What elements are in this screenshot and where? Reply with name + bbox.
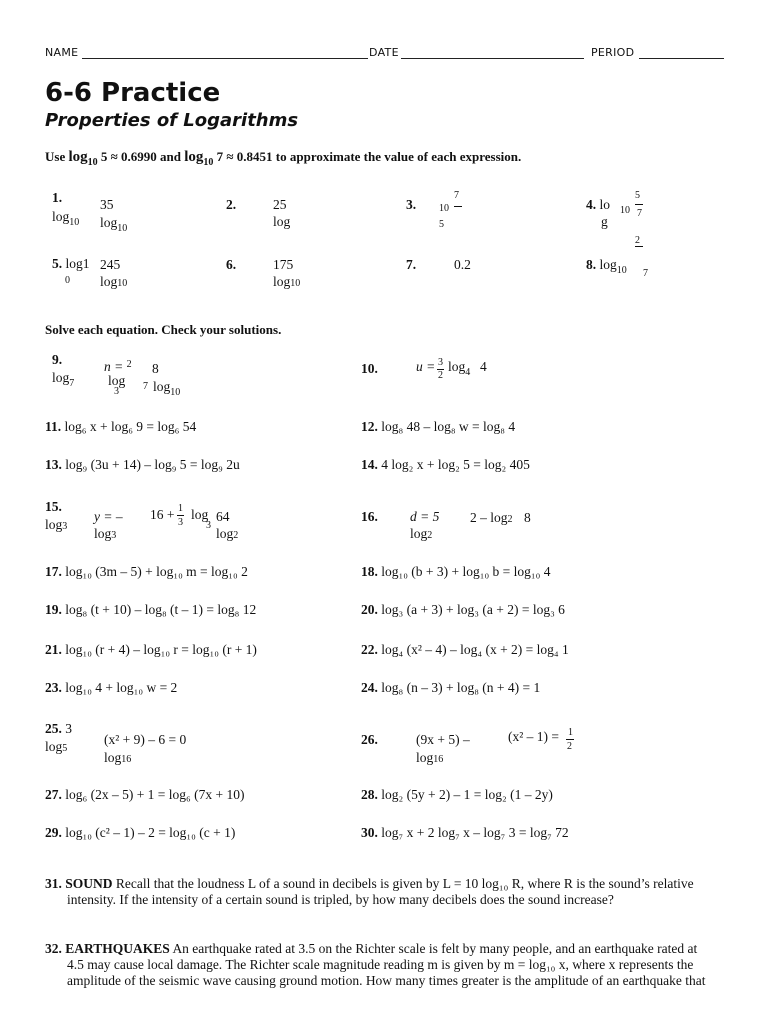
problem-14: 14. 4 log₂ x + log₂ 5 = log₂ 405 (361, 457, 530, 472)
problem-21: 21. log₁₀ (r + 4) – log₁₀ r = log₁₀ (r + 1) (45, 642, 257, 657)
problem-11: 11. log₆ x + log₆ 9 = log₆ 54 (45, 419, 197, 434)
problem-20: 20. log₃ (a + 3) + log₃ (a + 2) = log₃ 6 (361, 602, 565, 617)
problem-17: 17. log₁₀ (3m – 5) + log₁₀ m = log₁₀ 2 (45, 564, 248, 579)
page-title: 6-6 Practice (45, 78, 221, 108)
instruction-solve: Solve each equation. Check your solutions. (45, 322, 282, 337)
problem-29: 29. log₁₀ (c² – 1) – 2 = log₁₀ (c + 1) (45, 825, 236, 840)
problem-30: 30. log₇ x + 2 log₇ x – log₇ 3 = log₇ 72 (361, 825, 569, 840)
fraction-bar (454, 206, 462, 207)
period-label: PERIOD (591, 46, 635, 59)
page-subtitle: Properties of Logarithms (45, 110, 299, 131)
problem-24: 24. log₈ (n – 3) + log₈ (n + 4) = 1 (361, 680, 541, 695)
date-field[interactable] (401, 58, 584, 59)
fraction-bar (177, 515, 184, 516)
problem-23: 23. log₁₀ 4 + log₁₀ w = 2 (45, 680, 178, 695)
problem-12: 12. log₈ 48 – log₈ w = log₈ 4 (361, 419, 516, 434)
problem-31: 31. SOUND Recall that the loudness L of a sound in decibels is given by L = 10 log₁₀ R, where R is the sound’s relative intensity. If the intensity of a certain sound is tripled, by how many decibels does the sound increase? (45, 876, 694, 907)
name-label: NAME (45, 46, 79, 59)
instruction-approximate: Use $\log_{10} 5 \approx 0.6990$ and $\log_{10} 7 \approx 0.8451$ to approximate the value of each expression. (45, 149, 522, 168)
problem-22: 22. log₄ (x² – 4) – log₄ (x + 2) = log₄ 1 (361, 642, 569, 657)
period-field[interactable] (639, 58, 724, 59)
fraction-bar (566, 739, 574, 740)
date-label: DATE (369, 46, 399, 59)
name-field[interactable] (82, 58, 368, 59)
problem-32: 32. EARTHQUAKES An earthquake rated at 3.5 on the Richter scale is felt by many people, and an earthquake rated at 4.5 may cause local damage. The Richter scale magnitude reading m is given by m = log₁₀ x, where x represents the amplitude of the seismic wave causing ground motion. How many times greater is the amplitude of an earthquake that (45, 941, 706, 988)
problem-18: 18. log₁₀ (b + 3) + log₁₀ b = log₁₀ 4 (361, 564, 551, 579)
problem-19: 19. log₈ (t + 10) – log₈ (t – 1) = log₈ 12 (45, 602, 257, 617)
fraction-bar (635, 204, 643, 205)
problem-13: 13. log₉ (3u + 14) – log₉ 5 = log₉ 2u (45, 457, 240, 472)
problem-28: 28. log₂ (5y + 2) – 1 = log₂ (1 – 2y) (361, 787, 553, 802)
problem-27: 27. log₆ (2x – 5) + 1 = log₆ (7x + 10) (45, 787, 245, 802)
